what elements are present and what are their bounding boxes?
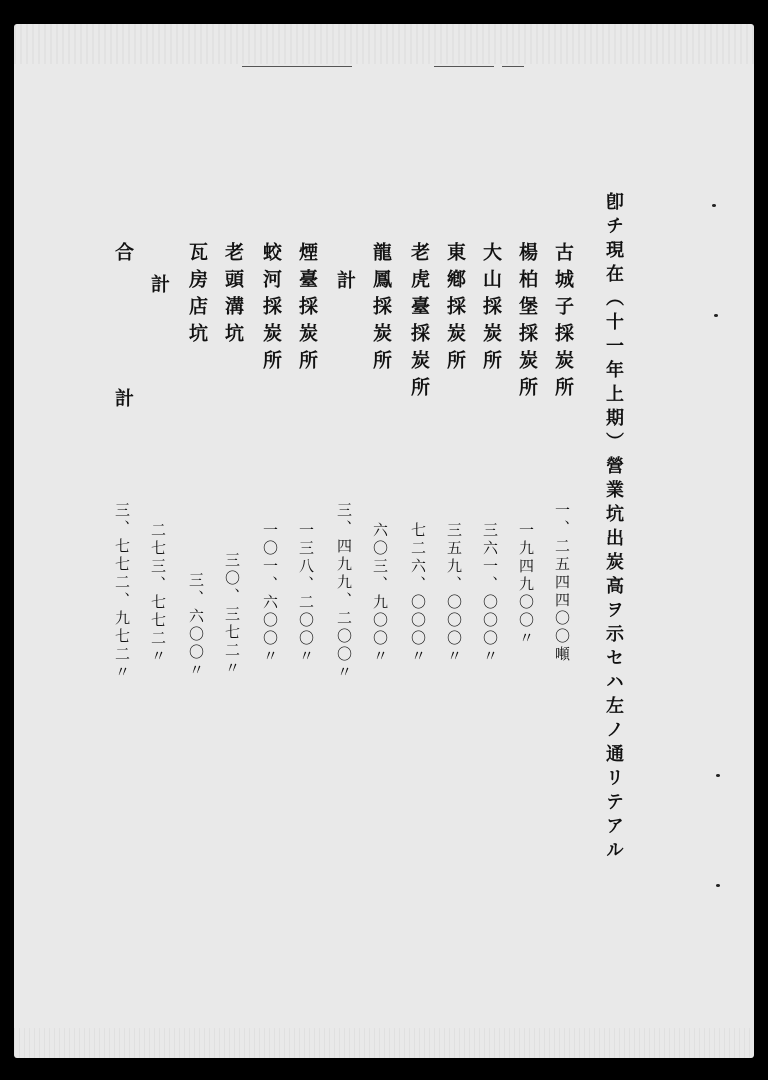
row-name: 煙臺採炭所 [296,242,318,377]
row-value: 七二六、〇〇〇〃 [409,522,427,666]
header-rule [242,66,352,67]
row-value: 一、二五四四〇〇噸 [553,502,571,664]
header-rule [502,66,524,67]
document-page [14,24,754,1058]
row-value: 一九四九〇〇〃 [517,522,535,648]
grand-total-value: 三、七七二、九七二〃 [113,502,131,682]
row-name: 老頭溝坑 [222,242,244,350]
row-name: 龍鳳採炭所 [370,242,392,377]
row-name: 東鄕採炭所 [444,242,466,377]
row-value: 三〇、三七二〃 [223,552,241,678]
scan-noise-top [14,24,754,64]
row-name: 瓦房店坑 [186,242,208,350]
scan-noise-bottom [14,1028,754,1058]
subtotal-value: 三、四九九、二〇〇〃 [335,502,353,682]
scan-speck [712,204,716,207]
grand-total-label: 合 計 [112,242,134,461]
row-value: 三、六〇〇〃 [187,572,205,680]
row-name: 楊柏堡採炭所 [516,242,538,404]
row-name: 老虎臺採炭所 [408,242,430,404]
scan-speck [716,774,720,777]
row-value: 六〇三、九〇〇〃 [371,522,389,666]
heading: 卽チ現在（十一年上期）營業坑出炭高ヲ示セハ左ノ通リテアル [603,192,624,864]
row-name: 蛟河採炭所 [260,242,282,377]
scan-speck [714,314,718,317]
row-value: 一〇一、六〇〇〃 [261,522,279,666]
subtotal-label: 計 [148,274,170,301]
subtotal-label: 計 [334,270,356,297]
row-name: 古城子採炭所 [552,242,574,404]
subtotal-value: 二七三、七七二〃 [149,522,167,666]
row-value: 三五九、〇〇〇〃 [445,522,463,666]
header-rule [434,66,494,67]
row-name: 大山採炭所 [480,242,502,377]
row-value: 三六一、〇〇〇〃 [481,522,499,666]
row-value: 一三八、二〇〇〃 [297,522,315,666]
scan-speck [716,884,720,887]
